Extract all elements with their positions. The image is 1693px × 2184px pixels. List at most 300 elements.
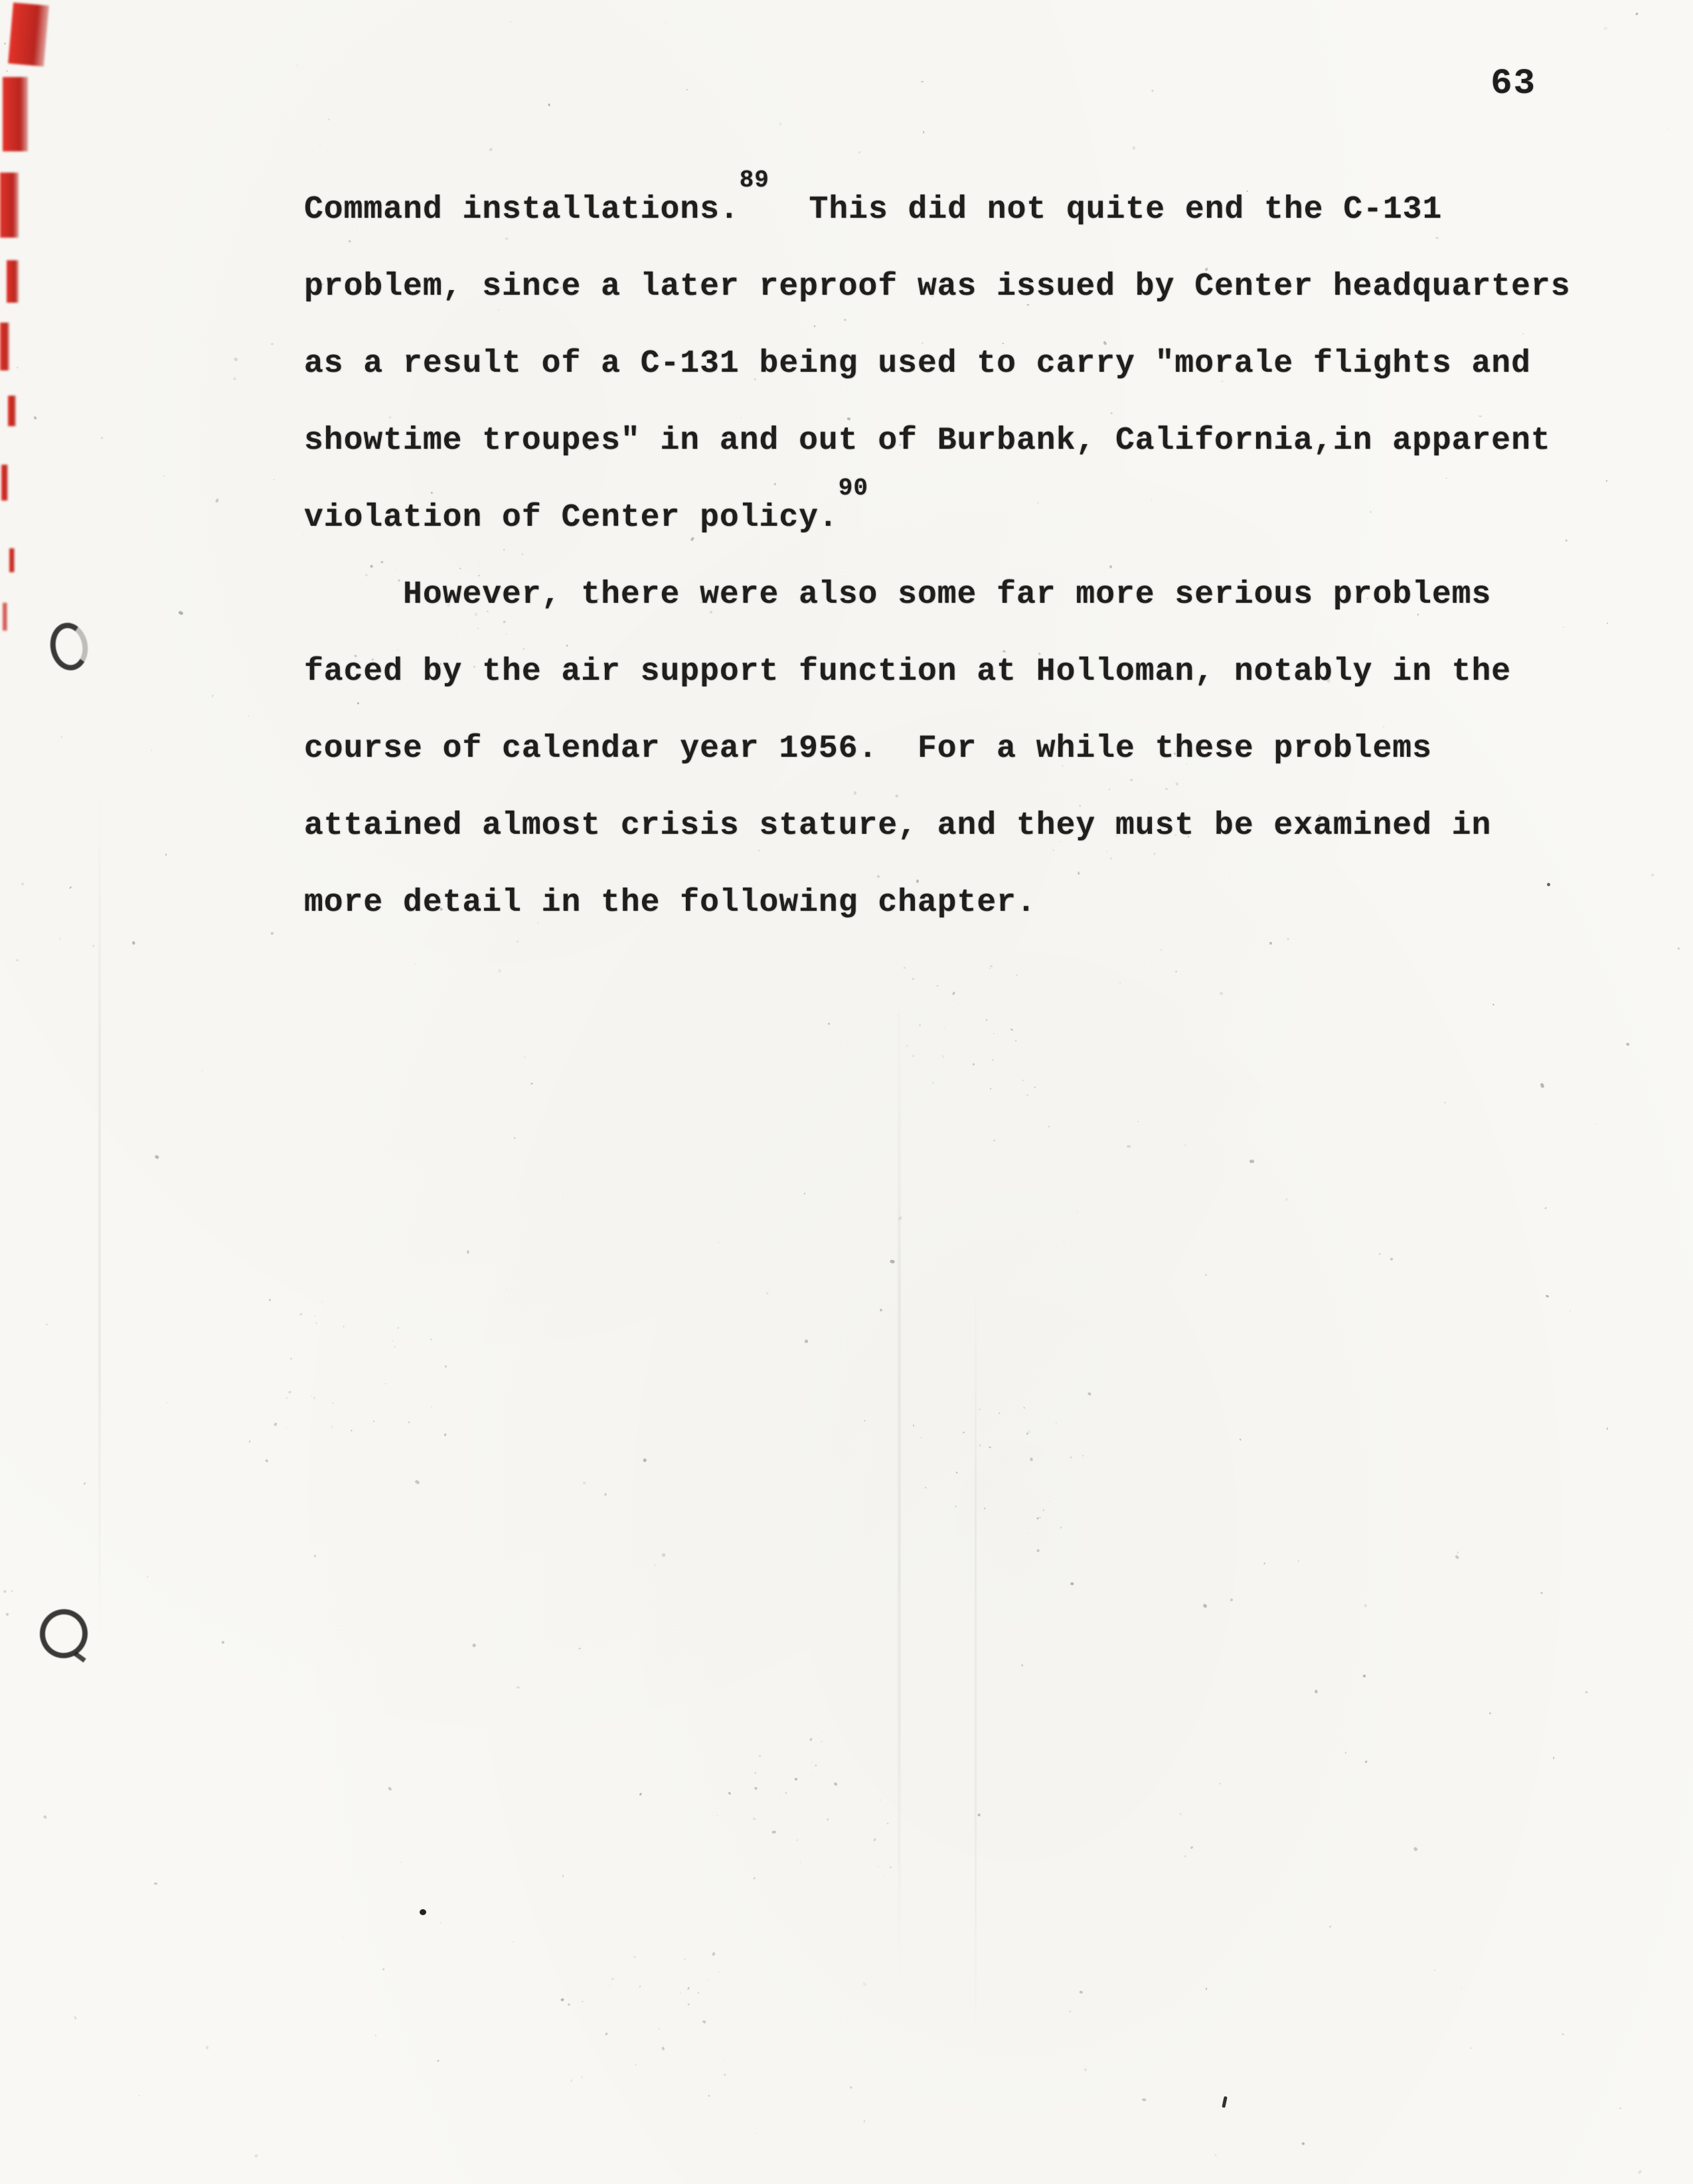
scan-noise-speckle	[858, 151, 860, 153]
scan-artifact-red-mark	[3, 603, 7, 631]
scan-noise-speckle	[752, 1817, 756, 1821]
scan-noise-speckle	[1132, 146, 1135, 150]
scan-artifact-red-mark	[1, 465, 8, 501]
scan-noise-speckle	[828, 1023, 831, 1026]
scan-noise-speckle	[989, 1446, 991, 1448]
scan-noise-speckle	[1028, 1431, 1030, 1433]
binder-hole-mark	[46, 620, 92, 674]
scan-noise-speckle	[1137, 1121, 1139, 1122]
scan-noise-speckle	[254, 2154, 258, 2158]
scan-noise-speckle	[904, 967, 906, 969]
scan-noise-speckle	[1434, 1970, 1435, 1971]
scan-noise-speckle	[313, 1397, 315, 1399]
scan-noise-speckle	[131, 941, 135, 945]
scan-noise-speckle	[325, 1410, 327, 1411]
scan-noise-speckle	[952, 991, 955, 995]
scan-noise-speckle	[804, 1193, 805, 1195]
scan-noise-speckle	[397, 1327, 399, 1329]
scan-noise-speckle	[1056, 1423, 1057, 1424]
scan-noise-speckle	[1022, 1080, 1024, 1081]
scan-noise-speckle	[821, 1740, 823, 1743]
scan-noise-speckle	[388, 1786, 392, 1791]
scan-noise-speckle	[1142, 2098, 1147, 2102]
text-line	[304, 248, 1605, 325]
scan-noise-speckle	[1595, 1123, 1597, 1125]
scan-noise-speckle	[234, 357, 239, 362]
scan-noise-speckle	[1668, 127, 1669, 129]
scan-noise-speckle	[1445, 1102, 1446, 1103]
scan-noise-speckle	[1176, 971, 1177, 973]
scan-noise-speckle	[11, 1591, 13, 1593]
scan-noise-speckle	[285, 1428, 286, 1429]
scan-noise-speckle	[850, 2086, 853, 2088]
scan-streak	[98, 783, 101, 1646]
scan-noise-speckle	[467, 1251, 469, 1254]
scan-noise-speckle	[1088, 1392, 1091, 1396]
scan-noise-speckle	[884, 1876, 885, 1877]
scan-noise-speckle	[274, 479, 275, 481]
scan-noise-speckle	[1362, 1674, 1366, 1677]
scan-noise-speckle	[437, 2060, 440, 2062]
scan-noise-speckle	[1022, 1664, 1023, 1666]
scan-noise-speckle	[315, 1322, 318, 1324]
scan-noise-speckle	[1049, 1501, 1050, 1502]
scan-noise-speckle	[1250, 1160, 1254, 1163]
scan-noise-speckle	[314, 1315, 315, 1316]
scan-noise-speckle	[439, 1921, 442, 1924]
scan-noise-speckle	[332, 1403, 334, 1405]
scan-noise-speckle	[1015, 1040, 1017, 1042]
scan-noise-speckle	[43, 1815, 47, 1819]
text-segment: attained almost crisis stature, and they must be examined in	[304, 808, 1492, 844]
scan-noise-speckle	[1461, 1987, 1463, 1988]
scan-artifact-red-mark	[7, 260, 19, 303]
scan-noise-speckle	[394, 1346, 395, 1348]
text-line	[304, 325, 1605, 402]
scan-noise-speckle	[811, 1761, 813, 1764]
scan-noise-speckle	[1042, 1509, 1044, 1512]
scan-noise-speckle	[1082, 1454, 1084, 1456]
scan-noise-speckle	[605, 2033, 607, 2035]
scan-noise-speckle	[979, 1409, 981, 1410]
scan-noise-speckle	[215, 498, 219, 503]
scan-artifact-red-mark	[3, 77, 28, 151]
text-line	[304, 787, 1605, 864]
scan-noise-speckle	[1340, 1741, 1341, 1743]
scan-noise-speckle	[862, 1982, 866, 1986]
text-line	[304, 710, 1605, 787]
scan-noise-speckle	[415, 963, 416, 965]
scan-noise-speckle	[1070, 1456, 1072, 1458]
scan-noise-speckle	[343, 1326, 345, 1328]
scan-noise-speckle	[562, 1875, 564, 1877]
scan-noise-speckle	[767, 1292, 769, 1294]
scan-noise-speckle	[1203, 1603, 1208, 1608]
scan-noise-speckle	[717, 1815, 718, 1816]
scan-noise-speckle	[658, 2028, 659, 2030]
scan-noise-speckle	[206, 2046, 208, 2049]
scan-noise-speckle	[1060, 1527, 1062, 1529]
scan-noise-speckle	[779, 122, 781, 125]
scan-noise-speckle	[1635, 12, 1639, 15]
scan-noise-speckle	[890, 1259, 895, 1263]
scan-noise-speckle	[654, 1564, 656, 1566]
text-segment: problem, since a later reproof was issued by Center headquarters	[304, 269, 1571, 305]
text-segment: faced by the air support function at Holloman, notably in the	[304, 654, 1512, 690]
scan-noise-speckle	[912, 978, 914, 980]
scan-noise-speckle	[919, 1024, 921, 1026]
scan-streak	[975, 1261, 977, 2058]
scan-noise-speckle	[800, 1862, 801, 1863]
scan-noise-speckle	[1651, 873, 1654, 877]
text-segment: more detail in the following chapter.	[304, 885, 1036, 921]
scan-noise-speckle	[1315, 1689, 1318, 1693]
scan-noise-speckle	[1184, 1144, 1186, 1146]
paragraph	[304, 556, 1605, 941]
scan-noise-speckle	[880, 1308, 883, 1312]
scan-noise-speckle	[990, 1088, 991, 1090]
scan-noise-speckle	[392, 1340, 393, 1342]
scan-noise-speckle	[1024, 1407, 1025, 1409]
scan-artifact-red-mark	[0, 173, 19, 238]
scan-noise-speckle	[212, 694, 214, 696]
scan-noise-speckle	[942, 1055, 944, 1057]
page-number: 63	[1491, 64, 1536, 104]
text-line: violation of Center policy.$^{90}$	[304, 475, 868, 536]
scan-noise-speckle	[1603, 27, 1608, 30]
scan-noise-speckle	[1457, 1551, 1459, 1553]
scan-noise-speckle	[313, 1554, 317, 1557]
scan-noise-speckle	[507, 1288, 508, 1289]
scan-noise-speckle	[1540, 1083, 1545, 1088]
scan-noise-speckle	[890, 1866, 892, 1868]
scan-noise-speckle	[5, 42, 6, 44]
text-line	[304, 864, 1605, 941]
scan-noise-speckle	[804, 1339, 808, 1343]
scan-noise-speckle	[1301, 2142, 1305, 2145]
scan-noise-speckle	[530, 1083, 532, 1085]
scan-noise-speckle	[1157, 1577, 1158, 1578]
scan-noise-speckle	[373, 1421, 374, 1422]
scan-noise-speckle	[431, 1407, 433, 1409]
scan-noise-speckle	[163, 475, 165, 477]
scan-noise-speckle	[499, 969, 501, 973]
scan-noise-speckle	[430, 1338, 432, 1341]
scan-noise-speckle	[1269, 942, 1272, 945]
scan-noise-speckle	[609, 1986, 611, 1987]
scan-noise-speckle	[510, 21, 512, 23]
scan-noise-speckle	[878, 1866, 879, 1867]
scan-noise-speckle	[944, 1027, 945, 1028]
scan-noise-speckle	[1037, 1549, 1040, 1552]
scan-noise-speckle	[712, 1952, 715, 1956]
scan-noise-speckle	[797, 1839, 799, 1841]
scan-noise-speckle	[1048, 1126, 1050, 1127]
scan-artifact-red-mark	[8, 396, 16, 426]
scan-noise-speckle	[578, 1648, 580, 1650]
scan-noise-speckle	[1026, 1093, 1028, 1096]
text-line	[304, 556, 1605, 633]
scan-noise-speckle	[513, 1941, 514, 1942]
text-segment: violation of Center policy.	[304, 500, 839, 536]
scan-noise-speckle	[1471, 2047, 1473, 2049]
scan-noise-speckle	[955, 1505, 957, 1508]
scan-noise-speckle	[990, 968, 991, 969]
scan-noise-speckle	[780, 1797, 781, 1798]
scan-noise-speckle	[1214, 2154, 1216, 2156]
scan-noise-speckle	[1345, 1752, 1347, 1754]
scan-noise-speckle	[400, 1861, 402, 1863]
scan-noise-speckle	[1220, 992, 1224, 995]
scan-noise-speckle	[913, 1425, 914, 1427]
scan-noise-speckle	[1010, 1028, 1013, 1030]
scan-noise-speckle	[568, 2003, 570, 2005]
text-line: Command installations.$^{89}$ This did not quite end the C-131	[304, 167, 1443, 228]
scan-noise-speckle	[635, 2065, 637, 2066]
scan-noise-speckle	[912, 1055, 915, 1058]
scan-noise-speckle	[60, 238, 61, 239]
scan-noise-speckle	[923, 131, 924, 133]
scan-noise-speckle	[973, 1063, 975, 1065]
scan-noise-speckle	[1489, 1712, 1491, 1715]
scan-noise-speckle	[385, 1383, 386, 1385]
scan-noise-speckle	[408, 1421, 410, 1424]
scan-noise-speckle	[827, 1818, 829, 1821]
scan-noise-speckle	[560, 1998, 564, 2002]
scan-noise-speckle	[562, 1196, 563, 1197]
scan-noise-speckle	[69, 886, 72, 889]
scan-noise-speckle	[59, 938, 61, 940]
scan-noise-speckle	[21, 882, 25, 886]
scan-noise-speckle	[822, 1732, 823, 1733]
scan-noise-speckle	[702, 2020, 706, 2024]
scan-noise-speckle	[687, 1987, 690, 1989]
scan-noise-speckle	[288, 1391, 291, 1393]
scan-noise-speckle	[1619, 2107, 1621, 2109]
scan-noise-speckle	[1545, 1207, 1547, 1209]
scan-noise-speckle	[683, 1958, 686, 1961]
scan-noise-speckle	[1553, 1756, 1554, 1759]
scan-noise-speckle	[297, 65, 298, 66]
scan-noise-speckle	[795, 1778, 798, 1780]
scan-noise-speckle	[319, 145, 321, 146]
scan-noise-speckle	[311, 1395, 312, 1396]
scan-noise-speckle	[331, 1425, 333, 1429]
scan-noise-speckle	[248, 1441, 251, 1443]
scan-noise-speckle	[582, 1481, 586, 1485]
scan-noise-speckle	[74, 2016, 77, 2020]
scan-noise-speckle	[375, 2035, 376, 2036]
scan-noise-speckle	[724, 2059, 725, 2061]
scan-noise-speckle	[202, 1070, 203, 1071]
scan-noise-speckle	[1084, 2068, 1087, 2071]
scan-noise-speckle	[686, 89, 688, 90]
scan-noise-speckle	[548, 104, 550, 107]
scan-noise-speckle	[906, 1045, 909, 1047]
scan-noise-speckle	[302, 1312, 303, 1313]
scan-noise-speckle	[1605, 480, 1607, 482]
scan-noise-speckle	[991, 1484, 992, 1485]
scan-noise-speckle	[351, 1430, 353, 1431]
scan-noise-speckle	[265, 1459, 268, 1462]
scan-noise-speckle	[517, 1686, 520, 1689]
scan-noise-speckle	[957, 1004, 958, 1006]
scan-noise-speckle	[1070, 1582, 1074, 1585]
scan-noise-speckle	[1285, 1198, 1288, 1201]
scan-noise-speckle	[604, 1493, 607, 1496]
scan-noise-speckle	[524, 1056, 526, 1058]
scan-noise-speckle	[921, 81, 924, 83]
scan-noise-speckle	[698, 1992, 700, 1994]
scan-noise-speckle	[1546, 1294, 1550, 1298]
scan-noise-speckle	[886, 1823, 888, 1825]
scan-noise-speckle	[489, 147, 493, 151]
text-segment: Command installations.	[304, 192, 740, 228]
scan-noise-speckle	[680, 1992, 681, 1993]
scan-noise-speckle	[809, 1737, 813, 1741]
scan-noise-speckle	[271, 932, 274, 935]
scan-noise-speckle	[1106, 1222, 1107, 1223]
scan-noise-speckle	[286, 1397, 287, 1399]
scan-artifact-red-mark	[9, 548, 15, 572]
scan-noise-speckle	[611, 1978, 614, 1980]
scan-noise-speckle	[83, 1482, 86, 1485]
scan-noise-speckle	[165, 854, 167, 856]
scan-noise-speckle	[1298, 1561, 1299, 1562]
scan-noise-speckle	[661, 2047, 665, 2051]
scan-noise-speckle	[755, 2133, 756, 2134]
scan-noise-speckle	[1492, 1004, 1494, 1006]
scan-noise-speckle	[445, 1365, 447, 1368]
scan-noise-speckle	[321, 1301, 323, 1303]
scan-noise-speckle	[151, 750, 152, 751]
scan-noise-speckle	[178, 611, 183, 616]
text-line	[304, 402, 1605, 479]
scan-noise-speckle	[754, 1877, 755, 1879]
scan-noise-speckle	[582, 2000, 584, 2003]
scan-noise-speckle	[708, 2095, 710, 2097]
scan-noise-speckle	[984, 1507, 986, 1509]
scan-noise-speckle	[16, 959, 19, 962]
scan-noise-speckle	[864, 1420, 866, 1422]
scan-noise-speckle	[708, 1980, 709, 1981]
scan-noise-speckle	[5, 1612, 9, 1616]
text-line	[304, 633, 1605, 710]
scan-noise-speckle	[513, 1137, 516, 1139]
scan-noise-speckle	[1413, 1846, 1418, 1851]
scan-noise-speckle	[101, 437, 104, 439]
scan-noise-speckle	[1119, 982, 1121, 985]
scan-noise-speckle	[662, 1553, 665, 1557]
scan-noise-speckle	[299, 1313, 302, 1316]
scan-noise-speckle	[1184, 1855, 1186, 1857]
scan-artifact-red-mark	[8, 3, 49, 66]
scan-noise-speckle	[639, 1792, 642, 1796]
scan-noise-speckle	[993, 1140, 995, 1142]
scan-noise-speckle	[3, 1591, 7, 1593]
scan-noise-speckle	[146, 1575, 149, 1579]
scan-noise-speckle	[772, 1831, 776, 1833]
scan-noise-speckle	[993, 1033, 995, 1035]
scan-noise-speckle	[1638, 2169, 1643, 2174]
scan-noise-speckle	[1034, 1087, 1036, 1089]
text-segment: However, there were also some far more serious problems	[304, 577, 1492, 613]
scan-noise-speckle	[92, 944, 95, 947]
scan-noise-speckle	[1026, 1433, 1028, 1435]
scan-noise-speckle	[1030, 1458, 1033, 1461]
scan-noise-speckle	[1190, 1846, 1194, 1849]
text-segment: This did not quite end the C-131	[769, 192, 1443, 228]
scan-noise-speckle	[1080, 1990, 1084, 1993]
scan-noise-speckle	[233, 377, 236, 380]
scan-noise-speckle	[167, 1402, 169, 1403]
scan-noise-speckle	[1562, 2033, 1564, 2035]
scan-noise-speckle	[580, 2076, 583, 2078]
scan-noise-speckle	[920, 1437, 922, 1439]
scan-noise-speckle	[1016, 975, 1018, 976]
scan-noise-speckle	[1039, 1517, 1041, 1519]
scan-noise-speckle	[1379, 1253, 1381, 1255]
scan-noise-speckle	[755, 1787, 758, 1790]
scan-noise-speckle	[1220, 1783, 1221, 1784]
scan-noise-speckle	[799, 1869, 800, 1871]
scan-noise-speckle	[271, 343, 274, 345]
scan-noise-speckle	[1390, 1257, 1394, 1261]
scan-noise-speckle	[1064, 1241, 1065, 1243]
scan-noise-speckle	[724, 2074, 726, 2076]
scan-noise-speckle	[290, 1358, 292, 1360]
scan-noise-speckle	[1127, 1145, 1131, 1148]
scan-noise-speckle	[937, 984, 939, 986]
scan-noise-speckle	[873, 1837, 877, 1841]
scan-noise-speckle	[138, 2095, 140, 2096]
scan-noise-speckle	[1329, 1925, 1332, 1928]
scan-noise-speckle	[570, 2079, 573, 2082]
scan-artifact-red-mark	[0, 323, 9, 370]
scan-noise-speckle	[1677, 947, 1680, 951]
scan-noise-speckle	[1077, 1212, 1078, 1213]
scan-noise-speckle	[414, 1480, 420, 1485]
scan-noise-speckle	[1607, 623, 1609, 625]
scan-noise-speckle	[46, 1323, 48, 1325]
scan-noise-speckle	[657, 1982, 659, 1983]
text-segment: as a result of a C-131 being used to carry "morale flights and	[304, 346, 1531, 382]
scan-noise-speckle	[269, 1298, 272, 1301]
scan-noise-speckle	[758, 1755, 761, 1757]
scan-noise-speckle	[1160, 949, 1163, 951]
scan-noise-speckle	[1230, 1598, 1233, 1601]
scan-noise-speckle	[863, 2120, 865, 2122]
scan-noise-speckle	[979, 1444, 981, 1446]
scan-noise-speckle	[329, 119, 330, 121]
scan-noise-speckle	[6, 70, 9, 72]
scan-noise-speckle	[990, 965, 993, 967]
scan-noise-speckle	[1569, 1310, 1572, 1312]
scan-noise-speckle	[1151, 89, 1154, 92]
scan-noise-speckle	[1179, 1812, 1182, 1815]
scan-noise-speckle	[643, 1458, 647, 1462]
scan-noise-speckle	[154, 1883, 157, 1885]
scan-noise-speckle	[814, 1764, 817, 1767]
scan-noise-speckle	[274, 1422, 278, 1426]
scan-noise-speckle	[992, 1059, 993, 1061]
scan-noise-speckle	[834, 1782, 838, 1786]
binder-hole-mark	[37, 1606, 91, 1661]
scan-noise-speckle	[665, 21, 666, 23]
scan-noise-speckle	[973, 1097, 975, 1098]
scan-noise-speckle	[1036, 1517, 1039, 1520]
scan-noise-speckle	[61, 736, 62, 738]
